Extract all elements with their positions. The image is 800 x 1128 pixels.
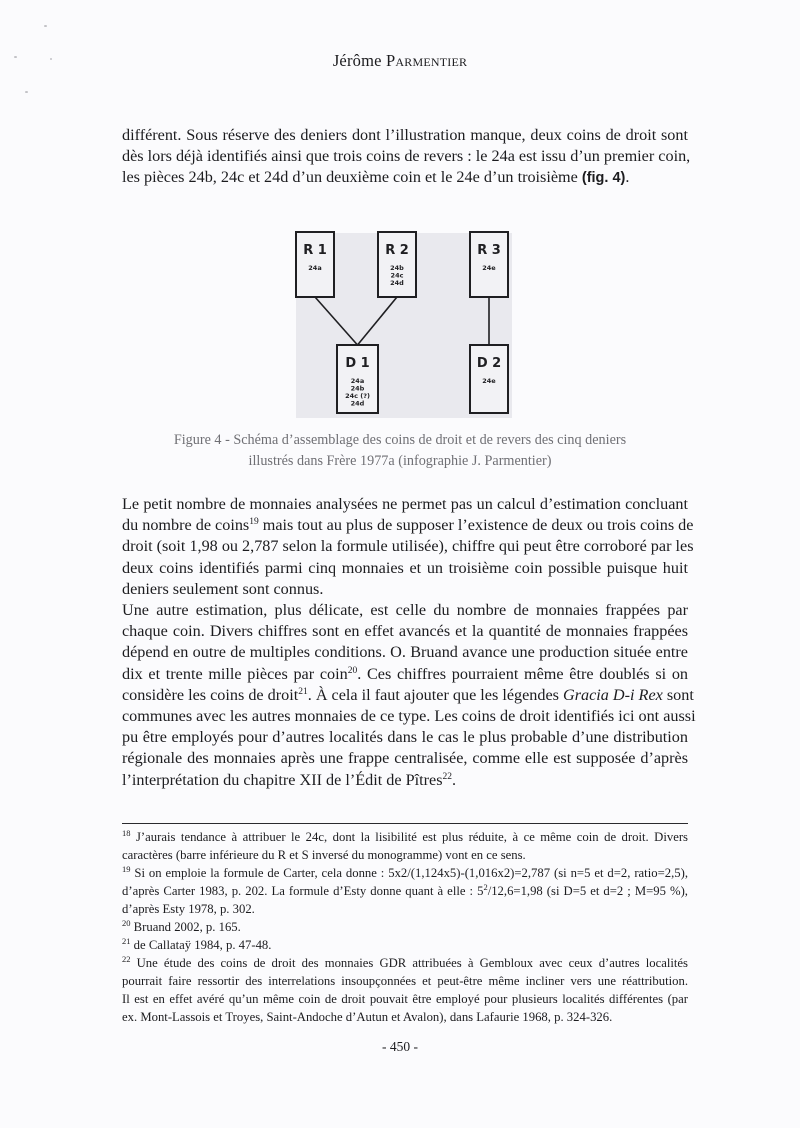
footnote-19 [122,864,688,918]
text-line [122,515,694,536]
exponent: 2 [483,882,488,892]
text-run: sont [662,685,694,704]
text-line [122,685,694,706]
text-line: droit (soit 1,98 ou 2,787 selon la formule utilisée), chiffre qui peut être corroboré par les [122,537,694,556]
text-line [122,936,688,954]
footnote-18 [122,828,688,864]
text-run: dix et trente mille pièces par coin [122,664,348,683]
running-header [0,51,800,71]
coin-label: 24c [390,271,404,280]
coin-label: 24c (?) [345,392,370,400]
obverse-die-label: D 2 [476,356,502,371]
page-number: - 450 - [382,1039,418,1054]
footnote-ref-20[interactable]: 20 [347,665,358,676]
caption-line: illustrés dans Frère 1977a (infographie J. Parmentier) [248,453,552,469]
legend-italic: Gracia D-i Rex [563,685,663,704]
text-line: Il est en effet avéré qu’un même coin de droit pouvait être employé pour plusieurs localités différentes (par [122,992,688,1006]
text-line: deux coins identifiés parmi cinq monnaies et un troisième coin possible puisque huit [122,558,688,577]
text-run: Bruand 2002, p. 165. [130,920,241,934]
die-link-diagram [280,215,530,425]
coin-label: 24a [308,264,322,272]
coin-label: 24e [482,264,496,272]
text-run: /12,6=1,98 (si D=5 et d=2 ; M=95 %), [487,884,688,898]
coin-label: 24e [482,377,496,385]
text-line: ex. Mont-Lassois et Troyes, Saint-Andoche d’Autun et Avalon), dans Lafaurie 1968, p. 324-326. [122,1010,613,1024]
footnote-ref-19[interactable]: 19 [249,517,259,528]
text-run: considère les coins de droit [122,685,299,704]
footnote-20 [122,918,688,936]
author-last-name: Parmentier [386,51,468,70]
text-line: pourrait faire ressortir des interrelations insoupçonnées et peut-être même incliner vers une réattribution. [122,974,688,988]
footnote-ref-22[interactable]: 22 [442,771,452,782]
paragraph-2 [122,494,694,600]
coin-label: 24d [350,399,365,408]
text-run: d’après Carter 1983, p. 202. La formule d’Esty donne quant à elle : 5 [122,884,484,898]
text-line [122,828,688,846]
footnote-number: 22 [122,954,131,964]
text-run: . À cela il faut ajouter que les légendes [307,685,564,704]
footnotes [122,828,688,1026]
text-run: du nombre de coins [122,516,250,535]
text-line [122,664,688,685]
text-line: Une autre estimation, plus délicate, est celle du nombre de monnaies frappées par [122,601,688,619]
text-line: d’après Esty 1978, p. 302. [122,902,255,916]
text-run: de Callataÿ 1984, p. 47-48. [130,938,272,952]
caption-line: Figure 4 - Schéma d’assemblage des coins de droit et de revers des cinq deniers [173,432,627,448]
text-run: l’interprétation du chapitre XII de l’Édit de Pîtres [122,770,443,789]
text-line: Le petit nombre de monnaies analysées ne permet pas un calcul d’estimation concluant [122,495,688,513]
footnote-number: 18 [122,828,131,838]
coin-label: 24d [390,279,404,287]
text-run: . [625,168,630,187]
text-line: communes avec les autres monnaies de ce type. Les coins de droit identifiés ici ont aussi [122,707,696,726]
text-line [122,770,688,791]
coin-label: 24b [390,264,404,272]
paragraph-3 [122,600,696,791]
text-line: différent. Sous réserve des deniers dont l’illustration manque, deux coins de droit sont [122,126,688,144]
text-line: régionale des monnaies après une frappe centralisée, comme elle est supposée d’après [122,749,688,768]
coin-label: 24a [350,377,365,385]
text-run: Une étude des coins de droit des monnaies GDR attribuées à Gembloux avec ceux d’autres localités [130,956,688,970]
footnote-number: 19 [122,864,131,874]
footnote-number: 20 [122,918,131,928]
text-line: dès lors déjà identifiés ainsi que trois coins de revers : le 24a est issu d’un premier coin, [122,147,691,166]
text-line: pu être employés pour d’autres localités dans le cas le plus probable d’une distribution [122,728,688,747]
footnote-21 [122,936,688,954]
die-link-diagram-svg [280,215,530,425]
scan-speck [25,91,28,93]
text-line: caractères (barre inférieure du R et S inversé du monogramme) vont en ce sens. [122,848,526,862]
reverse-die-label: R 3 [477,243,501,258]
footnote-separator [122,823,688,824]
text-line [122,864,688,882]
text-run: les pièces 24b, 24c et 24d d’un deuxième coin et le 24e d’un troisième [122,168,582,187]
figure-reference-link[interactable]: (fig. 4) [581,170,626,187]
text-line: chaque coin. Divers chiffres sont en effet avancés et la quantité de monnaies frappées [122,622,688,641]
text-line: deniers seulement sont connus. [122,579,324,598]
reverse-die-label: R 2 [385,243,409,258]
figure-caption [0,430,800,472]
footnote-22 [122,954,688,1026]
footnote-ref-21[interactable]: 21 [298,686,308,697]
paragraph-1 [122,125,691,190]
text-line [122,882,688,900]
scan-speck [44,25,47,27]
text-run: mais tout au plus de supposer l’existence de deux ou trois coins de [258,516,694,535]
coin-label: 24b [350,384,365,393]
text-run: . Ces chiffres pourraient même être doublés si on [357,664,689,683]
reverse-die-label: R 1 [303,243,327,258]
text-line [122,954,688,972]
text-line [122,167,688,189]
author-first-name: Jérôme [332,51,382,70]
obverse-die-label: D 1 [345,356,370,371]
text-run: Si on emploie la formule de Carter, cela donne : 5x2/(1,124x5)-(1,016x2)=2,787 (si n=5 et d=2, ratio=2,5), [130,866,688,880]
footnote-number: 21 [122,936,131,946]
text-line: dépend en outre de multiples conditions. O. Bruand avance une production située entre [122,643,688,662]
text-line [122,918,688,936]
text-run: . [452,770,457,789]
text-run: J’aurais tendance à attribuer le 24c, dont la lisibilité est plus réduite, à ce même coin de droit. Divers [130,830,688,844]
